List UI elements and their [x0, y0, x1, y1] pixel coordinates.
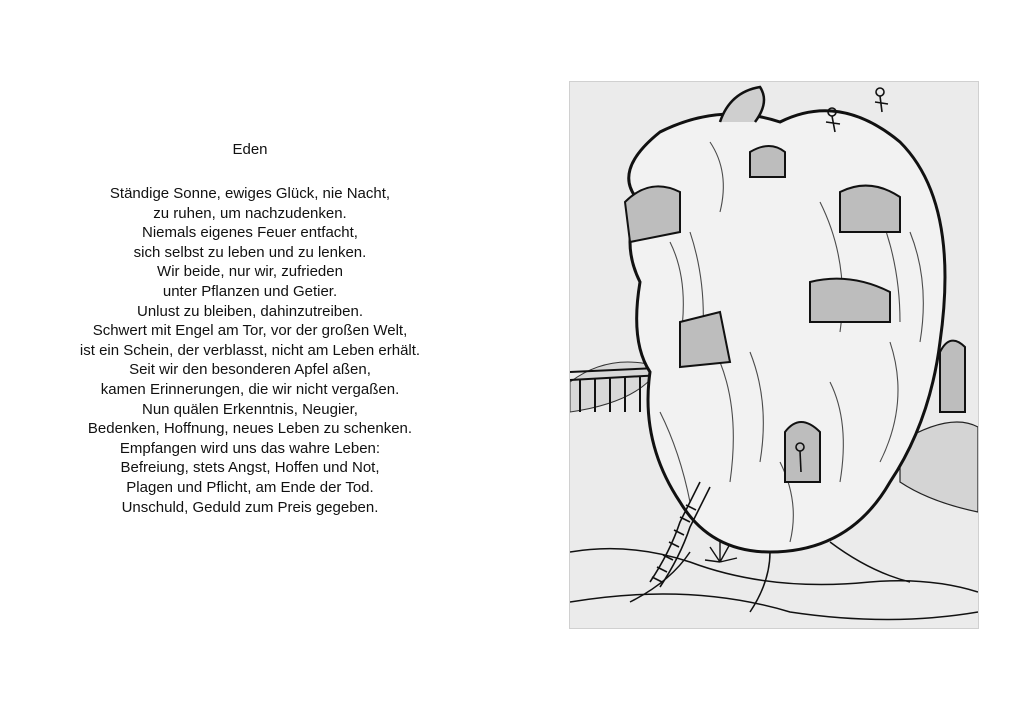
poem-line: Bedenken, Hoffnung, neues Leben zu schenken.: [87, 420, 413, 438]
apple-drawing-svg: [570, 82, 978, 628]
poem-line: Wir beide, nur wir, zufrieden: [157, 263, 343, 281]
poem-line: sich selbst zu leben und zu lenken.: [133, 243, 367, 261]
poem-block: [40, 140, 460, 517]
poem-line: Schwert mit Engel am Tor, vor der großen Welt,: [92, 322, 408, 340]
poem-line: Unschuld, Geduld zum Preis gegeben.: [121, 498, 379, 516]
poem-line: Niemals eigenes Feuer entfacht,: [142, 224, 358, 242]
poem-lines: [40, 184, 460, 517]
poem-line: Nun quälen Erkenntnis, Neugier,: [142, 400, 358, 418]
poem-line: kamen Erinnerungen, die wir nicht vergaßen.: [100, 380, 400, 398]
poem-line: Befreiung, stets Angst, Hoffen und Not,: [120, 459, 380, 477]
poem-title: Eden: [232, 141, 268, 158]
poem-line: Plagen und Pflicht, am Ende der Tod.: [126, 478, 374, 496]
poem-line: ist ein Schein, der verblasst, nicht am Leben erhält.: [79, 341, 421, 359]
poem-line: Ständige Sonne, ewiges Glück, nie Nacht,: [109, 185, 391, 202]
poem-line: zu ruhen, um nachzudenken.: [153, 204, 347, 222]
poem-line: Empfangen wird uns das wahre Leben:: [119, 439, 381, 457]
apple-drawing-image: [570, 82, 978, 628]
poem-line: Seit wir den besonderen Apfel aßen,: [129, 361, 371, 379]
poem-line: Unlust zu bleiben, dahinzutreiben.: [137, 302, 363, 320]
poem-line: unter Pflanzen und Getier.: [162, 282, 338, 300]
